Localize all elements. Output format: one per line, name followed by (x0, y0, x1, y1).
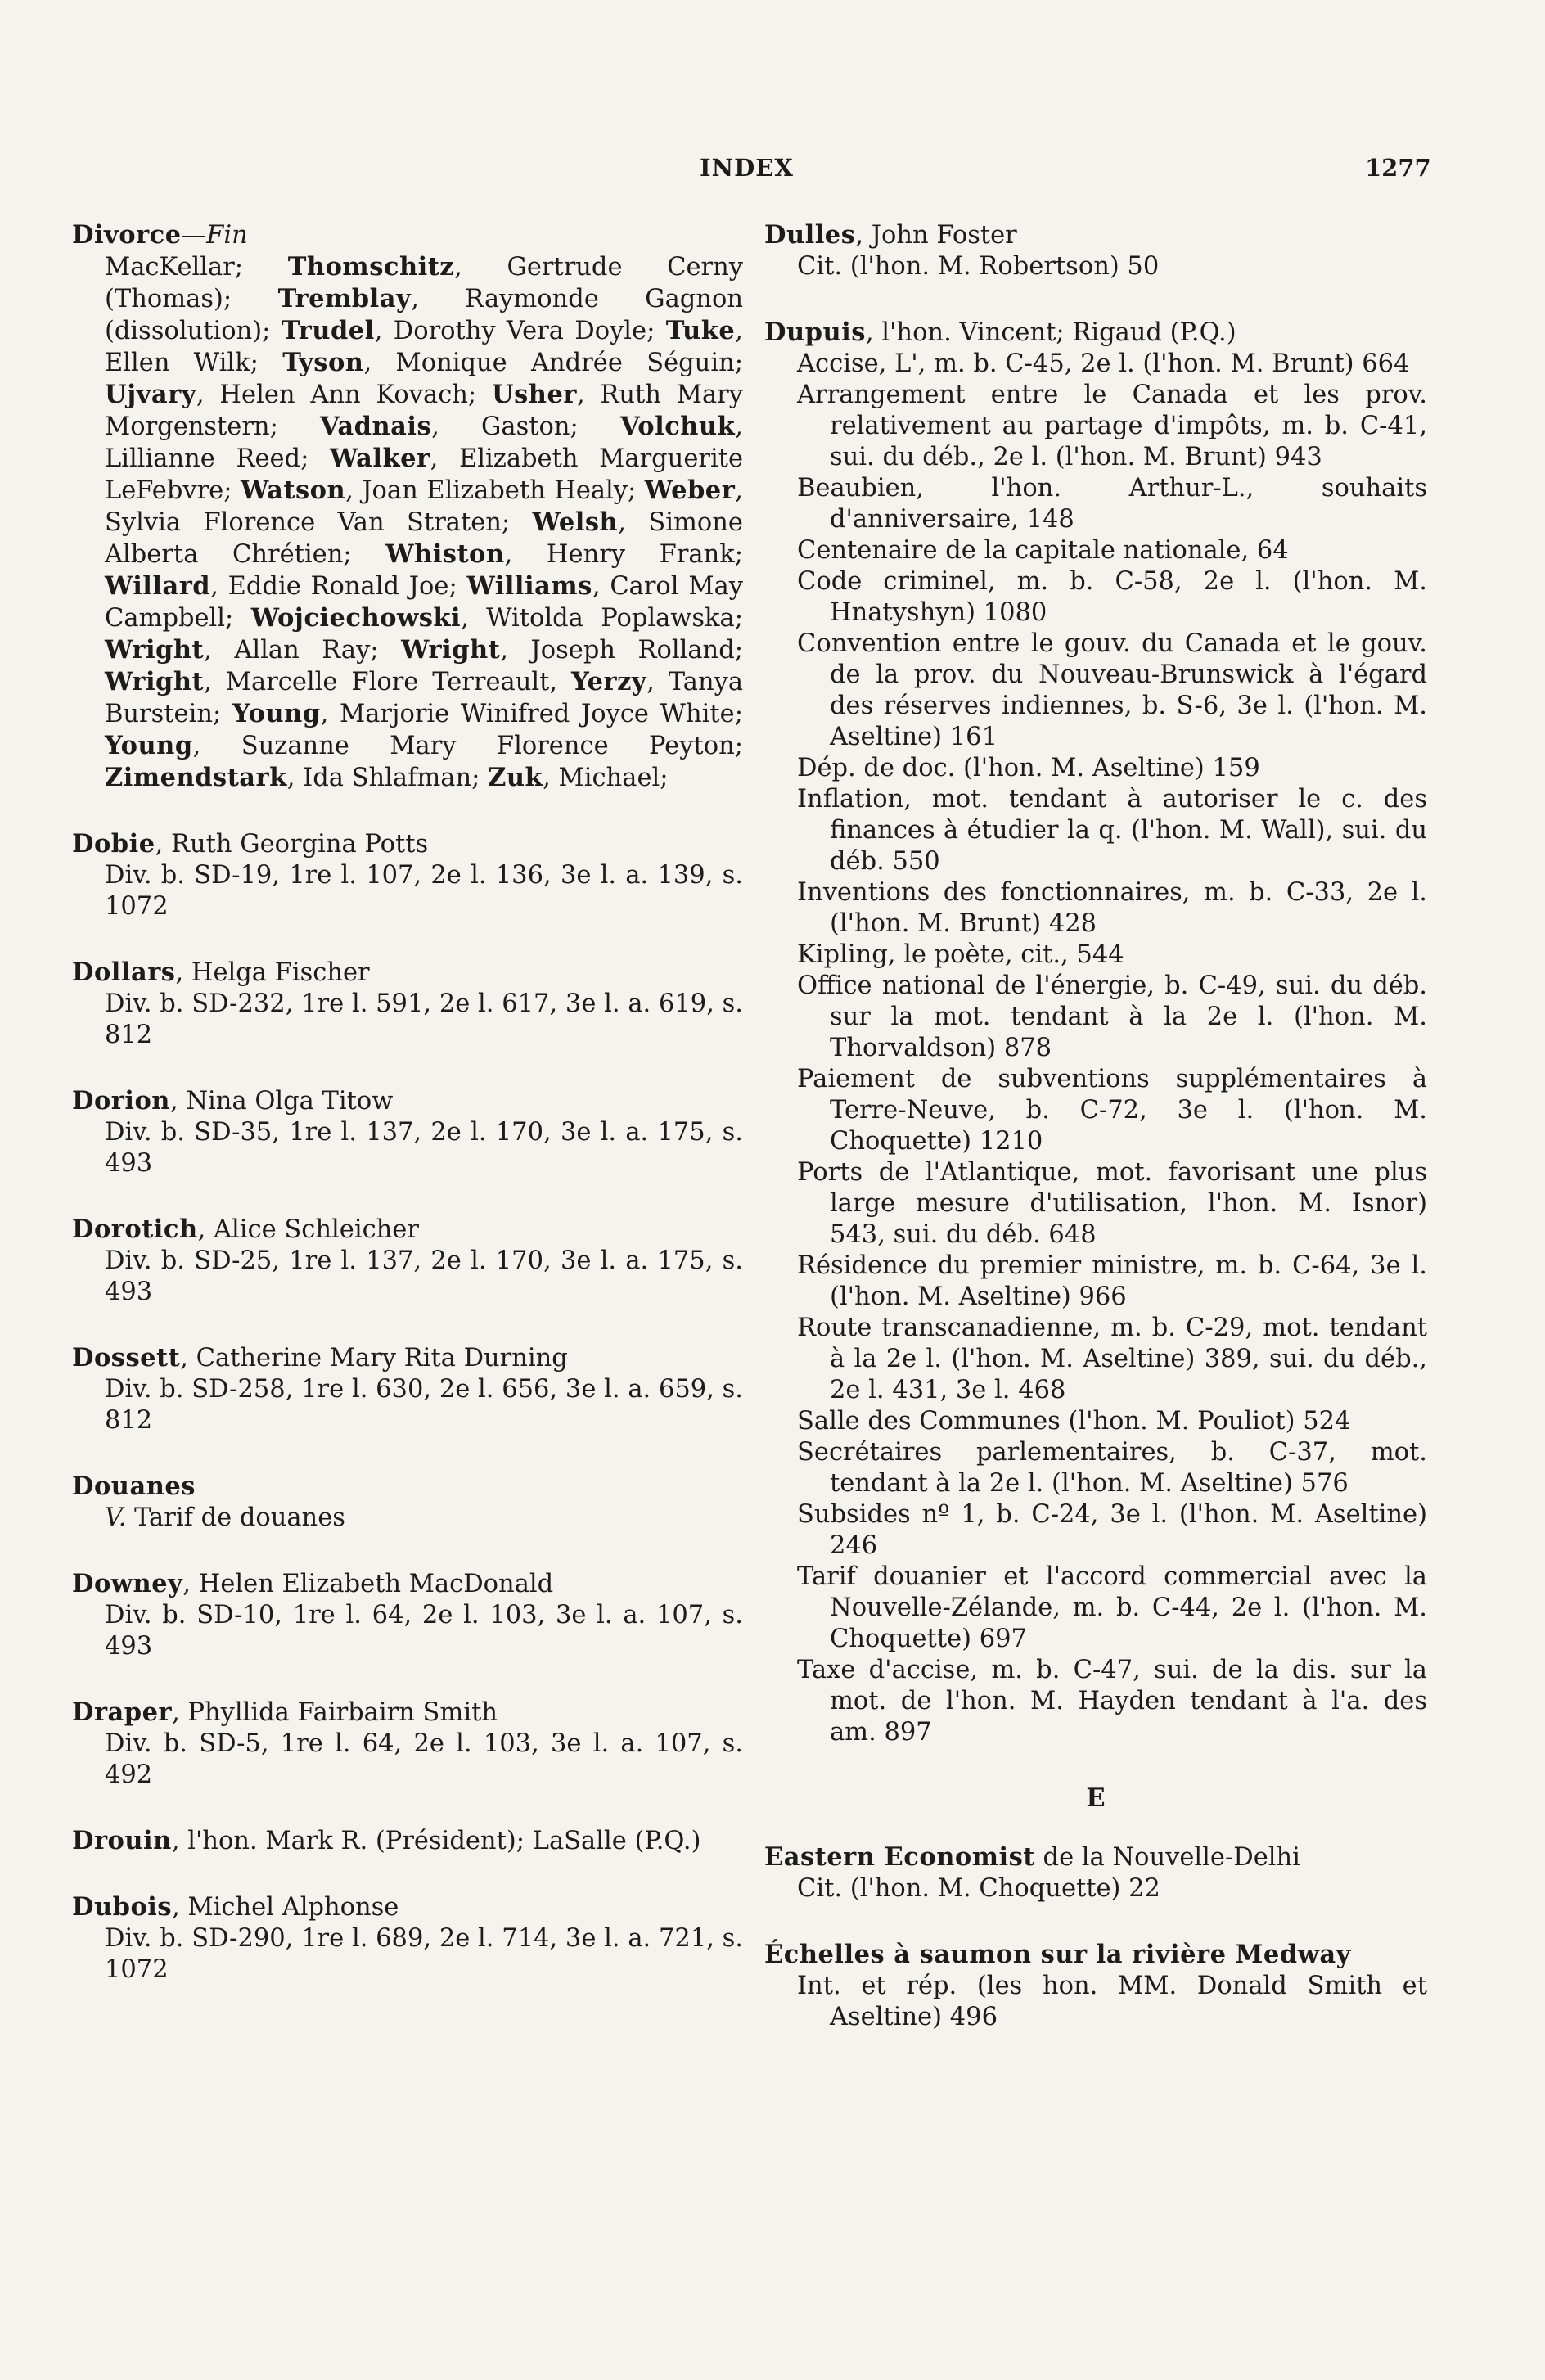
divorce-surname: Young (232, 699, 321, 728)
entry-subentry (72, 989, 743, 1051)
entry-heading: Eastern Economist (764, 1842, 1035, 1872)
entry-subentry (72, 1246, 743, 1308)
entry-heading: Divorce (72, 220, 182, 250)
index-entry-echelles (764, 1939, 1427, 2033)
divorce-surname: Yerzy (571, 667, 647, 696)
left-column (72, 219, 743, 2020)
divorce-given-names: , Gertrude Cerny (Thomas); (105, 253, 743, 313)
left-entry-list (72, 828, 743, 1986)
index-entry (72, 828, 743, 922)
entry-subentry: Office national de l'énergie, b. C-49, sui. du déb. sur la mot. tendant à la 2e l. (l'hon. M. Thorvaldson) 878 (797, 971, 1427, 1062)
divorce-given-names: , Elizabeth Marguerite LeFebvre; (105, 444, 744, 505)
entry-subentry-text: Tarif de douanes (126, 1503, 345, 1532)
entry-subentry: Ports de l'Atlantique, mot. favorisant une plus large mesure d'utilisation, l'hon. M. Isnor) 543, sui. du déb. 648 (797, 1158, 1427, 1249)
divorce-given-names: , Joan Elizabeth Healy; (345, 476, 645, 505)
entry-subentry: Kipling, le poète, cit., 544 (797, 940, 1124, 969)
divorce-surname: Zimendstark (105, 763, 287, 792)
entry-subentry: Route transcanadienne, m. b. C-29, mot. tendant à la 2e l. (l'hon. M. Aseltine) 389, sui. du déb., 2e l. 431, 3e l. 468 (797, 1314, 1427, 1404)
page-number: 1277 (1365, 154, 1431, 182)
divorce-given-names: , Monique Andrée Séguin; (363, 349, 743, 377)
entry-subentry: Arrangement entre le Canada et les prov. relativement au partage d'impôts, m. b. C-41, sui. du déb., 2e l. (l'hon. M. Brunt) 943 (797, 381, 1427, 471)
entry-heading: Échelles à saumon sur la rivière Medway (764, 1940, 1351, 1969)
divorce-surname: Willard (105, 571, 211, 601)
entry-heading: Dorotich (72, 1215, 198, 1244)
index-entry-divorce (72, 219, 743, 794)
index-entry (72, 1697, 743, 1791)
index-entry (72, 1085, 743, 1179)
entry-suffix: —Fin (181, 221, 248, 250)
divorce-given-names: , Michael; (543, 764, 669, 792)
divorce-surname: Wright (105, 635, 205, 665)
divorce-surname: Zuk (488, 763, 543, 792)
divorce-given-names: , Raymonde Gagnon (dissolution); (105, 285, 743, 345)
divorce-surname: Tyson (282, 348, 364, 377)
entry-heading-rest: , Nina Olga Titow (169, 1087, 394, 1116)
entry-subentry-text: Div. b. SD-232, 1re l. 591, 2e l. 617, 3e l. a. 619, s. 812 (105, 989, 743, 1049)
divorce-surname: Thomschitz (287, 252, 455, 282)
entry-subentry: Code criminel, m. b. C-58, 2e l. (l'hon. M. Hnatyshyn) 1080 (797, 567, 1427, 627)
divorce-given-names: , Marjorie Winifred Joyce White; (320, 700, 743, 728)
entry-subentry: Subsides nº 1, b. C-24, 3e l. (l'hon. M. Aseltine) 246 (797, 1500, 1427, 1560)
entry-subentry (72, 860, 743, 922)
entry-subentry: Accise, L', m. b. C-45, 2e l. (l'hon. M. Brunt) 664 (797, 349, 1410, 378)
entry-subentry-text: Div. b. SD-258, 1re l. 630, 2e l. 656, 3e l. a. 659, s. 812 (105, 1375, 743, 1435)
divorce-name-list (72, 251, 743, 794)
entry-heading-rest: de la Nouvelle-Delhi (1034, 1843, 1300, 1872)
entry-heading-rest: , John Foster (855, 221, 1017, 250)
divorce-surname: Tremblay (277, 284, 412, 313)
divorce-given-names: , Gaston; (431, 412, 620, 441)
entry-heading-rest: , Ruth Georgina Potts (155, 830, 429, 859)
divorce-surname: Usher (492, 380, 577, 409)
entry-subentry: Inventions des fonctionnaires, m. b. C-33, 2e l. (l'hon. M. Brunt) 428 (797, 878, 1427, 938)
divorce-given-names: , Eddie Ronald Joe; (210, 572, 467, 601)
entry-subentry-text: Div. b. SD-19, 1re l. 107, 2e l. 136, 3e l. a. 139, s. 1072 (105, 861, 743, 921)
entry-subentry-text: Div. b. SD-10, 1re l. 64, 2e l. 103, 3e l. a. 107, s. 493 (105, 1601, 743, 1661)
divorce-given-names: , Dorothy Vera Doyle; (374, 317, 666, 345)
index-entry (72, 957, 743, 1051)
divorce-given-names: , Ida Shlafman; (286, 764, 489, 792)
index-entry-dupuis (764, 317, 1427, 1748)
entry-subentry: Paiement de subventions supplémentaires à Terre-Neuve, b. C-72, 3e l. (l'hon. M. Choquette) 1210 (797, 1065, 1427, 1156)
page-title: INDEX (700, 154, 794, 182)
see-reference: V. (105, 1503, 127, 1532)
entry-subentry: Résidence du premier ministre, m. b. C-64, 3e l. (l'hon. M. Aseltine) 966 (797, 1251, 1427, 1311)
entry-subentry: Convention entre le gouv. du Canada et le gouv. de la prov. du Nouveau-Brunswick à l'égard des réserves indiennes, b. S-6, 3e l. (l'hon. M. Aseltine) 161 (797, 629, 1427, 751)
index-entry (72, 1825, 743, 1857)
entry-subentry-text: Div. b. SD-25, 1re l. 137, 2e l. 170, 3e l. a. 175, s. 493 (105, 1246, 743, 1306)
entry-subentry: Centenaire de la capitale nationale, 64 (797, 536, 1289, 565)
entry-heading: Douanes (72, 1472, 196, 1501)
entry-heading: Dorion (72, 1086, 170, 1116)
entry-subentry: Cit. (l'hon. M. Choquette) 22 (797, 1874, 1160, 1903)
divorce-surname: Whiston (385, 539, 505, 569)
entry-subentry (72, 1600, 743, 1662)
entry-heading: Dollars (72, 958, 176, 987)
entry-subentry: Cit. (l'hon. M. Robertson) 50 (797, 252, 1160, 281)
divorce-given-names: , Joseph Rolland; (500, 636, 744, 665)
index-entry (72, 1891, 743, 1986)
entry-heading-rest: , Alice Schleicher (197, 1215, 419, 1244)
divorce-given-names: , Helen Ann Kovach; (196, 381, 493, 409)
entry-subentry: Secrétaires parlementaires, b. C-37, mot. tendant à la 2e l. (l'hon. M. Aseltine) 576 (797, 1438, 1427, 1498)
entry-heading-rest: , Phyllida Fairbairn Smith (172, 1698, 498, 1727)
entry-subentry: Inflation, mot. tendant à autoriser le c. des finances à étudier la q. (l'hon. M. Wall), sui. du déb. 550 (797, 785, 1427, 876)
entry-heading-rest: , l'hon. Vincent; Rigaud (P.Q.) (865, 318, 1236, 347)
entry-heading: Draper (72, 1697, 173, 1727)
divorce-given-names: , Tanya Burstein; (105, 668, 744, 728)
divorce-surname: Weber (644, 476, 736, 505)
divorce-given-names: , Simone Alberta Chrétien; (105, 508, 743, 569)
entry-subentry-text: Div. b. SD-5, 1re l. 64, 2e l. 103, 3e l. a. 107, s. 492 (105, 1729, 743, 1789)
index-entry (72, 1568, 743, 1662)
divorce-given-names: , Suzanne Mary Florence Peyton; (192, 732, 743, 760)
divorce-given-names: , Ruth Mary Morgenstern; (105, 381, 743, 441)
divorce-surname: Welsh (532, 507, 619, 537)
divorce-given-names: MacKellar; (105, 253, 288, 282)
dupuis-subentry-list (764, 349, 1427, 1748)
index-entry (72, 1214, 743, 1308)
entry-heading: Dobie (72, 829, 155, 859)
entry-subentry: Salle des Communes (l'hon. M. Pouliot) 524 (797, 1407, 1351, 1436)
divorce-surname: Wright (105, 667, 205, 696)
section-letter: E (1086, 1783, 1106, 1813)
entry-heading: Downey (72, 1569, 183, 1598)
entry-heading-rest: , l'hon. Mark R. (Président); LaSalle (P.Q.) (171, 1827, 701, 1855)
divorce-surname: Volchuk (619, 412, 736, 441)
index-entry (72, 1342, 743, 1436)
divorce-surname: Watson (241, 476, 346, 505)
divorce-surname: Vadnais (320, 412, 432, 441)
divorce-given-names: , Allan Ray; (204, 636, 402, 665)
divorce-surname: Trudel (281, 316, 375, 345)
divorce-given-names: , Witolda Poplawska; (461, 604, 743, 633)
page-header (0, 154, 1545, 195)
divorce-given-names: , Lillianne Reed; (105, 412, 743, 473)
entry-heading: Dubois (72, 1892, 173, 1922)
index-entry-dulles (764, 219, 1427, 282)
divorce-given-names: , Ellen Wilk; (105, 317, 743, 377)
divorce-surname: Young (105, 731, 193, 760)
entry-subentry (72, 1117, 743, 1179)
divorce-surname: Ujvary (105, 380, 196, 409)
index-entry-eastern-economist (764, 1841, 1427, 1904)
entry-heading: Dulles (764, 220, 856, 250)
index-entry (72, 1471, 743, 1534)
divorce-given-names: , Carol May Campbell; (105, 572, 743, 633)
divorce-given-names: , Marcelle Flore Terreault, (204, 668, 571, 696)
entry-subentry-text: Div. b. SD-35, 1re l. 137, 2e l. 170, 3e l. a. 175, s. 493 (105, 1118, 743, 1178)
entry-heading: Dossett (72, 1343, 181, 1373)
right-column (764, 219, 1427, 2067)
entry-subentry: Int. et rép. (les hon. MM. Donald Smith et Aseltine) 496 (797, 1972, 1427, 2031)
entry-heading-rest: , Catherine Mary Rita Durning (180, 1344, 568, 1373)
entry-subentry (72, 1923, 743, 1986)
entry-subentry: Taxe d'accise, m. b. C-47, sui. de la dis. sur la mot. de l'hon. M. Hayden tendant à l'a. des am. 897 (797, 1656, 1427, 1747)
entry-heading-rest: , Helen Elizabeth MacDonald (182, 1570, 554, 1598)
divorce-surname: Wojciechowski (250, 603, 462, 633)
entry-subentry: Dép. de doc. (l'hon. M. Aseltine) 159 (797, 754, 1260, 782)
entry-subentry: Tarif douanier et l'accord commercial avec la Nouvelle-Zélande, m. b. C-44, 2e l. (l'hon. M. Choquette) 697 (797, 1562, 1427, 1653)
entry-subentry (72, 1503, 743, 1534)
entry-subentry (72, 1374, 743, 1436)
entry-subentry (72, 1729, 743, 1791)
divorce-given-names: , Sylvia Florence Van Straten; (105, 476, 743, 537)
divorce-surname: Tuke (665, 316, 736, 345)
entry-heading-rest: , Michel Alphonse (172, 1893, 399, 1922)
entry-subentry-text: Div. b. SD-290, 1re l. 689, 2e l. 714, 3e l. a. 721, s. 1072 (105, 1924, 743, 1984)
divorce-surname: Wright (401, 635, 501, 665)
divorce-surname: Williams (466, 571, 592, 601)
entry-heading: Dupuis (764, 318, 866, 347)
entry-heading: Drouin (72, 1826, 172, 1855)
divorce-surname: Walker (330, 444, 430, 473)
entry-heading-rest: , Helga Fischer (175, 958, 370, 987)
divorce-given-names: , Henry Frank; (504, 540, 744, 569)
entry-subentry: Beaubien, l'hon. Arthur-L., souhaits d'anniversaire, 148 (797, 474, 1427, 534)
